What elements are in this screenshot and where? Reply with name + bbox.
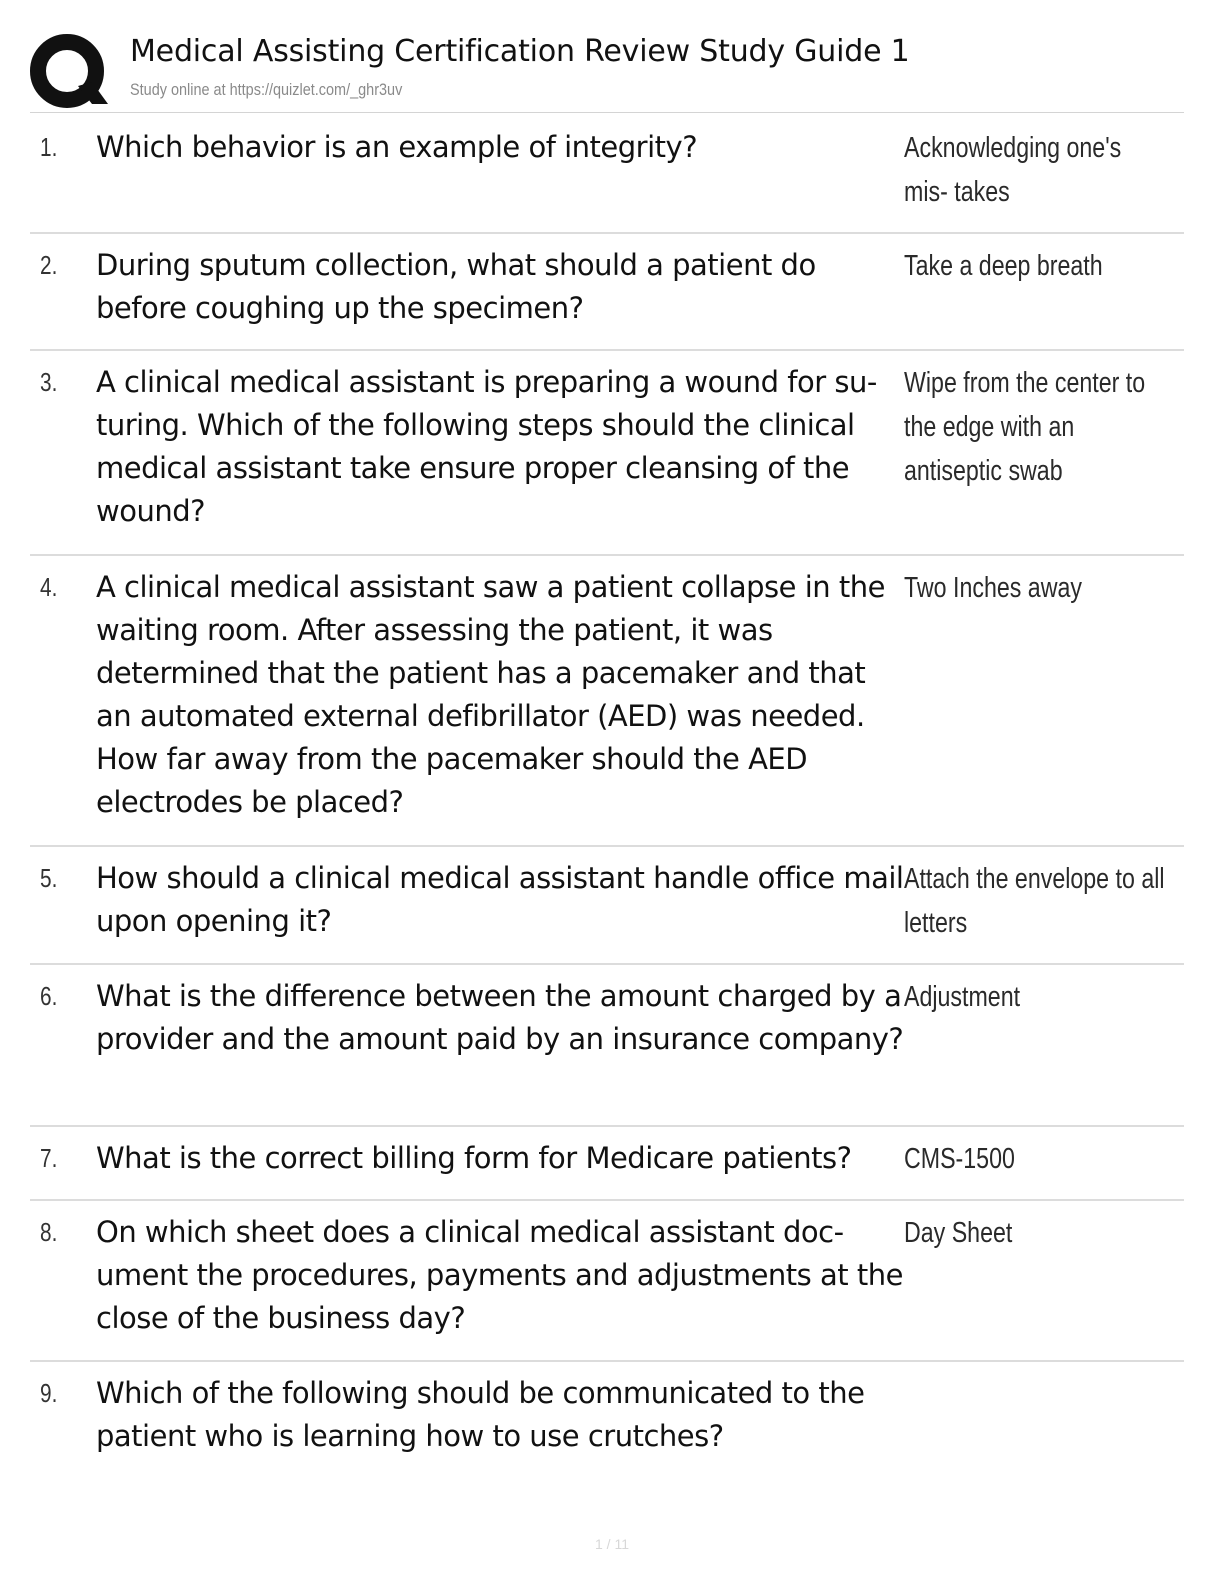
page-indicator: 1 / 11 — [595, 1536, 629, 1552]
card-question: What is the correct billing form for Medicare patients? — [96, 1141, 852, 1175]
flashcard-row — [30, 556, 1184, 847]
page-title: Medical Assisting Certification Review Study Guide 1 — [130, 34, 910, 69]
flashcard-row — [30, 965, 1184, 1127]
card-answer: Attach the envelope to all letters — [904, 863, 1165, 939]
card-number: 1. — [40, 132, 58, 162]
card-question: A clinical medical assistant saw a patient collapse in the waiting room. After assessing the patient, it was determined that the patient has a pacemaker and that an automated external defibrillator (AED) was needed. How far away from the pacemaker should the AED electrodes be placed? — [96, 570, 885, 819]
card-answer: Adjustment — [904, 981, 1021, 1013]
card-question: A clinical medical assistant is preparing a wound for su- turing. Which of the following steps should the clinical medical assistant take ensure proper cleansing of the wound? — [96, 365, 877, 528]
flashcard-list — [30, 116, 1184, 1492]
card-number: 9. — [40, 1378, 58, 1408]
flashcard-row — [30, 1127, 1184, 1201]
flashcard-row — [30, 847, 1184, 965]
card-answer: Take a deep breath — [904, 250, 1103, 282]
flashcard-row — [30, 234, 1184, 351]
header-divider — [30, 112, 1184, 113]
card-answer: Two Inches away — [904, 572, 1082, 604]
card-number: 4. — [40, 572, 58, 602]
card-number: 5. — [40, 863, 58, 893]
study-online-link[interactable]: Study online at https://quizlet.com/_ghr3uv — [130, 80, 403, 99]
card-question: During sputum collection, what should a patient do before coughing up the specimen? — [96, 248, 816, 325]
card-number: 6. — [40, 981, 58, 1011]
card-question: Which behavior is an example of integrity? — [96, 130, 698, 164]
flashcard-row — [30, 351, 1184, 556]
card-number: 7. — [40, 1143, 58, 1173]
flashcard-row — [30, 116, 1184, 234]
card-answer: CMS-1500 — [904, 1143, 1015, 1175]
card-question: Which of the following should be communicated to the patient who is learning how to use crutches? — [96, 1376, 865, 1453]
card-question: What is the difference between the amount charged by a provider and the amount paid by an insurance company? — [96, 979, 904, 1056]
flashcard-row — [30, 1201, 1184, 1362]
page-header — [30, 28, 1184, 114]
quizlet-logo-icon — [30, 32, 112, 114]
card-number: 2. — [40, 250, 58, 280]
card-answer: Acknowledging one's mis- takes — [904, 132, 1122, 208]
card-number: 3. — [40, 367, 58, 397]
card-answer: Wipe from the center to the edge with an antiseptic swab — [904, 367, 1146, 487]
card-question: How should a clinical medical assistant handle office mail upon opening it? — [96, 861, 904, 938]
card-answer: Day Sheet — [904, 1217, 1013, 1249]
card-number: 8. — [40, 1217, 58, 1247]
card-question: On which sheet does a clinical medical assistant doc- ument the procedures, payments and adjustments at the close of the business day? — [96, 1215, 903, 1335]
flashcard-row — [30, 1362, 1184, 1492]
